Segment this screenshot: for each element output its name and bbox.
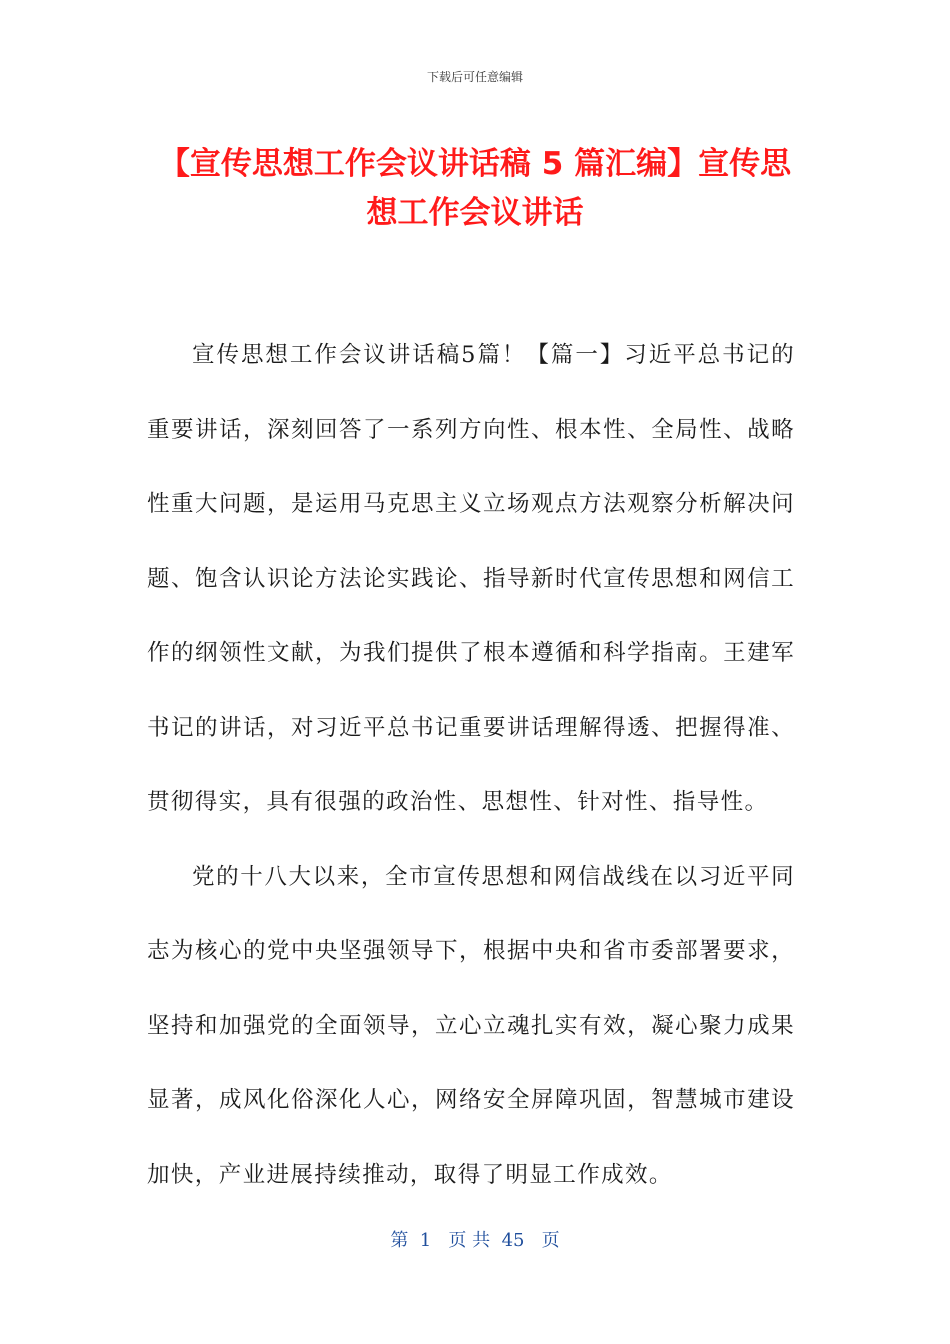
- document-body: [147, 318, 795, 1212]
- header-note: 下载后可任意编辑: [426, 70, 523, 84]
- document-title: 【宣传思想工作会议讲话稿 5 篇汇编】宣传思想工作会议讲话: [158, 146, 792, 231]
- body-paragraph-1: 宣传思想工作会议讲话稿5篇！【篇一】习近平总书记的重要讲话，深刻回答了一系列方向性、根本性、全局性、战略性重大问题，是运用马克思主义立场观点方法观察分析解决问题、饱含认识论方法论实践论、指导新时代宣传思想和网信工作的纲领性文献，为我们提供了根本遵循和科学指南。王建军书记的讲话，对习近平总书记重要讲话理解得透、把握得准、贯彻得实，具有很强的政治性、思想性、针对性、指导性。: [147, 342, 795, 815]
- page-number-footer: 第 1 页 共 45 页: [390, 1230, 560, 1251]
- body-paragraph-2: 党的十八大以来，全市宣传思想和网信战线在以习近平同志为核心的党中央坚强领导下，根据中央和省市委部署要求，坚持和加强党的全面领导，立心立魂扎实有效，凝心聚力成果显著，成风化俗深化人心，网络安全屏障巩固，智慧城市建设加快，产业进展持续推动，取得了明显工作成效。: [147, 863, 795, 1188]
